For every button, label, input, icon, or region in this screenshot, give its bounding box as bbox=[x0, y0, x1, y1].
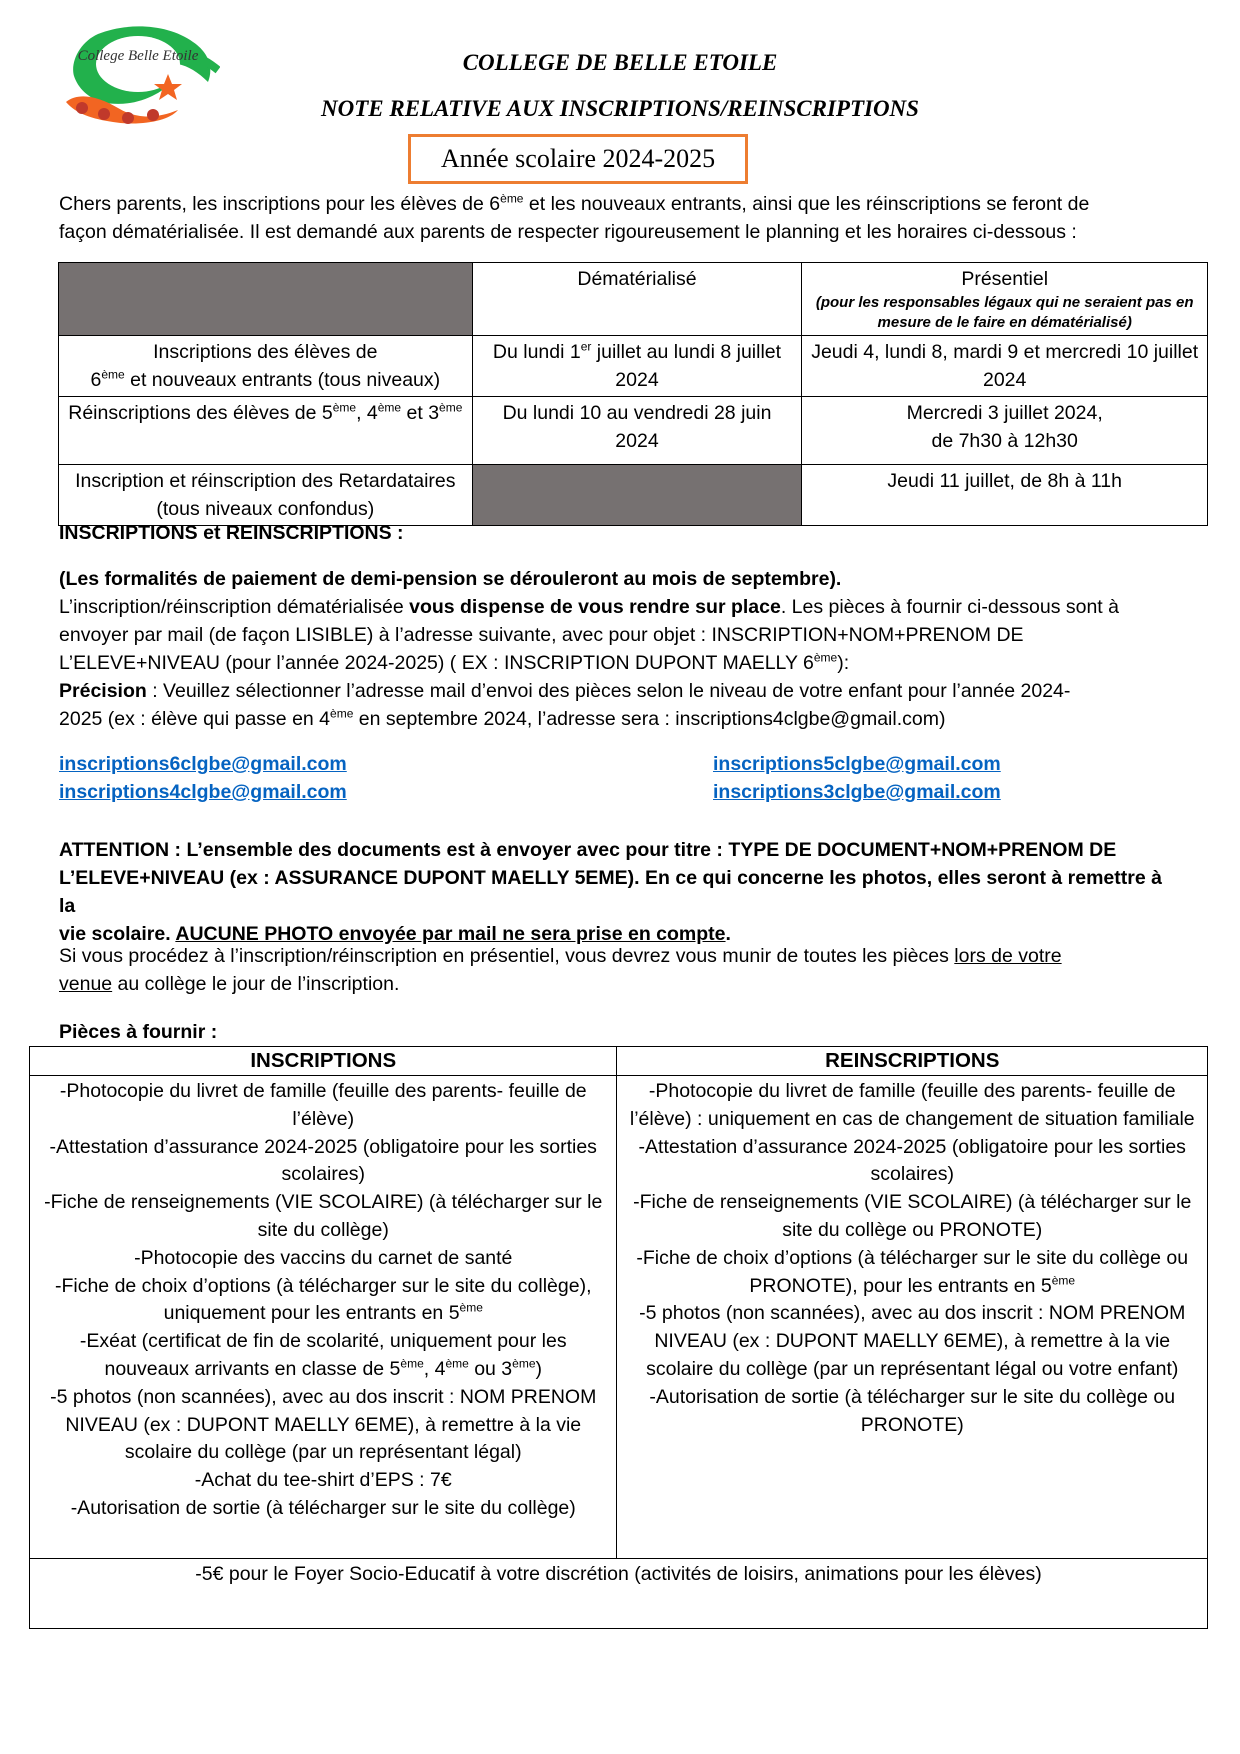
inscriptions-list bbox=[30, 1076, 617, 1559]
list-item: -Photocopie du livret de famille (feuille des parents- feuille de l’élève) bbox=[59, 1080, 587, 1130]
pieces-table bbox=[29, 1046, 1208, 1629]
attention-paragraph: ATTENTION : L’ensemble des documents est à envoyer avec pour titre : TYPE DE DOCUMENT+NOM+PRENOM DE L’ELEVE+NIVEAU (ex : ASSURANCE DUPONT MAELLY 5EME). En ce qui concerne les photos, elles seront à remettre à la vie scolaire. AUCUNE PHOTO envoyée par mail ne sera prise en compte. bbox=[59, 839, 1162, 945]
intro-paragraph: Chers parents, les inscriptions pour les élèves de 6ème et les nouveaux entrants, ainsi que les réinscriptions se feront de façon dématérialisée. Il est demandé aux parents de respecter rigoureusement le planning et les horaires ci-dessous : bbox=[59, 191, 1090, 243]
list-item: -Attestation d’assurance 2024-2025 (obligatoire pour les sorties scolaires) bbox=[638, 1135, 1186, 1186]
col-dematerialise: Dématérialisé bbox=[472, 263, 802, 336]
col-reinscriptions: REINSCRIPTIONS bbox=[617, 1047, 1208, 1076]
row-reinscriptions-label: Réinscriptions des élèves de 5ème, 4ème et 3ème bbox=[59, 397, 473, 465]
inscriptions-paragraph: (Les formalités de paiement de demi-pension se dérouleront au mois de septembre). L’inscription/réinscription dématérialisée vous dispense de vous rendre sur place. Les pièces à fournir ci-dessous sont à envoyer par mail (de façon LISIBLE) à l’adresse suivante, avec pour objet : INSCRIPTION+NOM+PRENOM DE L’ELEVE+NIVEAU (pour l’année 2024-2025) ( EX : INSCRIPTION DUPONT MAELLY 6ème): Précision : Veuillez sélectionner l’adresse mail d’envoi des pièces selon le niveau de votre enfant pour l’année 2024- 2025 (ex : élève qui passe en 4ème en septembre 2024, l’adresse sera : inscriptions4clgbe@gmail.com) bbox=[59, 568, 1119, 730]
row-retardataires-label: Inscription et réinscription des Retardataires (tous niveaux confondus) bbox=[59, 465, 473, 526]
note-title: NOTE RELATIVE AUX INSCRIPTIONS/REINSCRIPTIONS bbox=[321, 96, 919, 121]
list-item: -Attestation d’assurance 2024-2025 (obligatoire pour les sorties scolaires) bbox=[49, 1135, 597, 1186]
list-item: -Autorisation de sortie (à télécharger sur le site du collège) bbox=[70, 1496, 576, 1519]
row-inscriptions-demat: Du lundi 1er juillet au lundi 8 juillet 2024 bbox=[472, 336, 802, 397]
list-item: -5 photos (non scannées), avec au dos inscrit : NOM PRENOM NIVEAU (ex : DUPONT MAELLY 6EME), à remettre à la vie scolaire du collège (par un représentant légal ou votre enfant) bbox=[639, 1302, 1186, 1380]
list-item: -Fiche de renseignements (VIE SCOLAIRE) (à télécharger sur le site du collège) bbox=[44, 1191, 603, 1241]
school-year-box: Année scolaire 2024-2025 bbox=[408, 134, 748, 184]
reinscriptions-list bbox=[617, 1076, 1208, 1559]
section-heading: INSCRIPTIONS et REINSCRIPTIONS : bbox=[59, 522, 404, 544]
col-inscriptions: INSCRIPTIONS bbox=[30, 1047, 617, 1076]
list-item: -Fiche de renseignements (VIE SCOLAIRE) (à télécharger sur le site du collège ou PRONOTE) bbox=[633, 1191, 1192, 1241]
list-item: -Photocopie du livret de famille (feuille des parents- feuille de l’élève) : uniquement en cas de changement de situation familiale bbox=[629, 1080, 1195, 1130]
pieces-heading: Pièces à fournir : bbox=[59, 1021, 218, 1043]
planning-header-empty bbox=[59, 263, 473, 336]
logo-text: College Belle Etoile bbox=[77, 48, 199, 64]
list-item: -Fiche de choix d’options (à télécharger sur le site du collège ou PRONOTE), pour les entrants en 5ème bbox=[636, 1246, 1189, 1297]
list-item: -Autorisation de sortie (à télécharger sur le site du collège ou PRONOTE) bbox=[649, 1385, 1176, 1436]
row-reinscriptions-demat: Du lundi 10 au vendredi 28 juin 2024 bbox=[472, 397, 802, 465]
row-reinscriptions-pres: Mercredi 3 juillet 2024, de 7h30 à 12h30 bbox=[802, 397, 1208, 465]
list-item: -Fiche de choix d’options (à télécharger sur le site du collège), uniquement pour les entrants en 5ème bbox=[54, 1274, 592, 1325]
list-item: -Achat du tee-shirt d’EPS : 7€ bbox=[194, 1469, 452, 1492]
row-inscriptions-pres: Jeudi 4, lundi 8, mardi 9 et mercredi 10 juillet 2024 bbox=[802, 336, 1208, 397]
row-retardataires-demat-empty bbox=[472, 465, 802, 526]
list-item: -Exéat (certificat de fin de scolarité, uniquement pour les nouveaux arrivants en classe de 5ème, 4ème ou 3ème) bbox=[79, 1330, 567, 1380]
school-name: COLLEGE DE BELLE ETOILE bbox=[462, 50, 778, 75]
planning-table bbox=[58, 262, 1208, 526]
email-3eme-link[interactable]: inscriptions3clgbe@gmail.com bbox=[713, 781, 1001, 803]
presentiel-paragraph: Si vous procédez à l’inscription/réinscription en présentiel, vous devrez vous munir de toutes les pièces lors de votre venue au collège le jour de l’inscription. bbox=[59, 945, 1062, 995]
list-item: -5 photos (non scannées), avec au dos inscrit : NOM PRENOM NIVEAU (ex : DUPONT MAELLY 6EME), à remettre à la vie scolaire du collège (par un représentant légal) bbox=[50, 1385, 597, 1464]
email-6eme-link[interactable]: inscriptions6clgbe@gmail.com bbox=[59, 753, 347, 775]
col-presentiel: Présentiel (pour les responsables légaux qui ne seraient pas en mesure de le faire en dématérialisé) bbox=[802, 263, 1208, 336]
row-retardataires-pres: Jeudi 11 juillet, de 8h à 11h bbox=[802, 465, 1208, 526]
row-inscriptions-label: Inscriptions des élèves de 6ème et nouveaux entrants (tous niveaux) bbox=[59, 336, 473, 397]
list-item: -Photocopie des vaccins du carnet de santé bbox=[134, 1246, 513, 1269]
email-4eme-link[interactable]: inscriptions4clgbe@gmail.com bbox=[59, 781, 347, 803]
foyer-row: -5€ pour le Foyer Socio-Educatif à votre discrétion (activités de loisirs, animations pour les élèves) bbox=[30, 1559, 1208, 1629]
email-5eme-link[interactable]: inscriptions5clgbe@gmail.com bbox=[713, 753, 1001, 775]
